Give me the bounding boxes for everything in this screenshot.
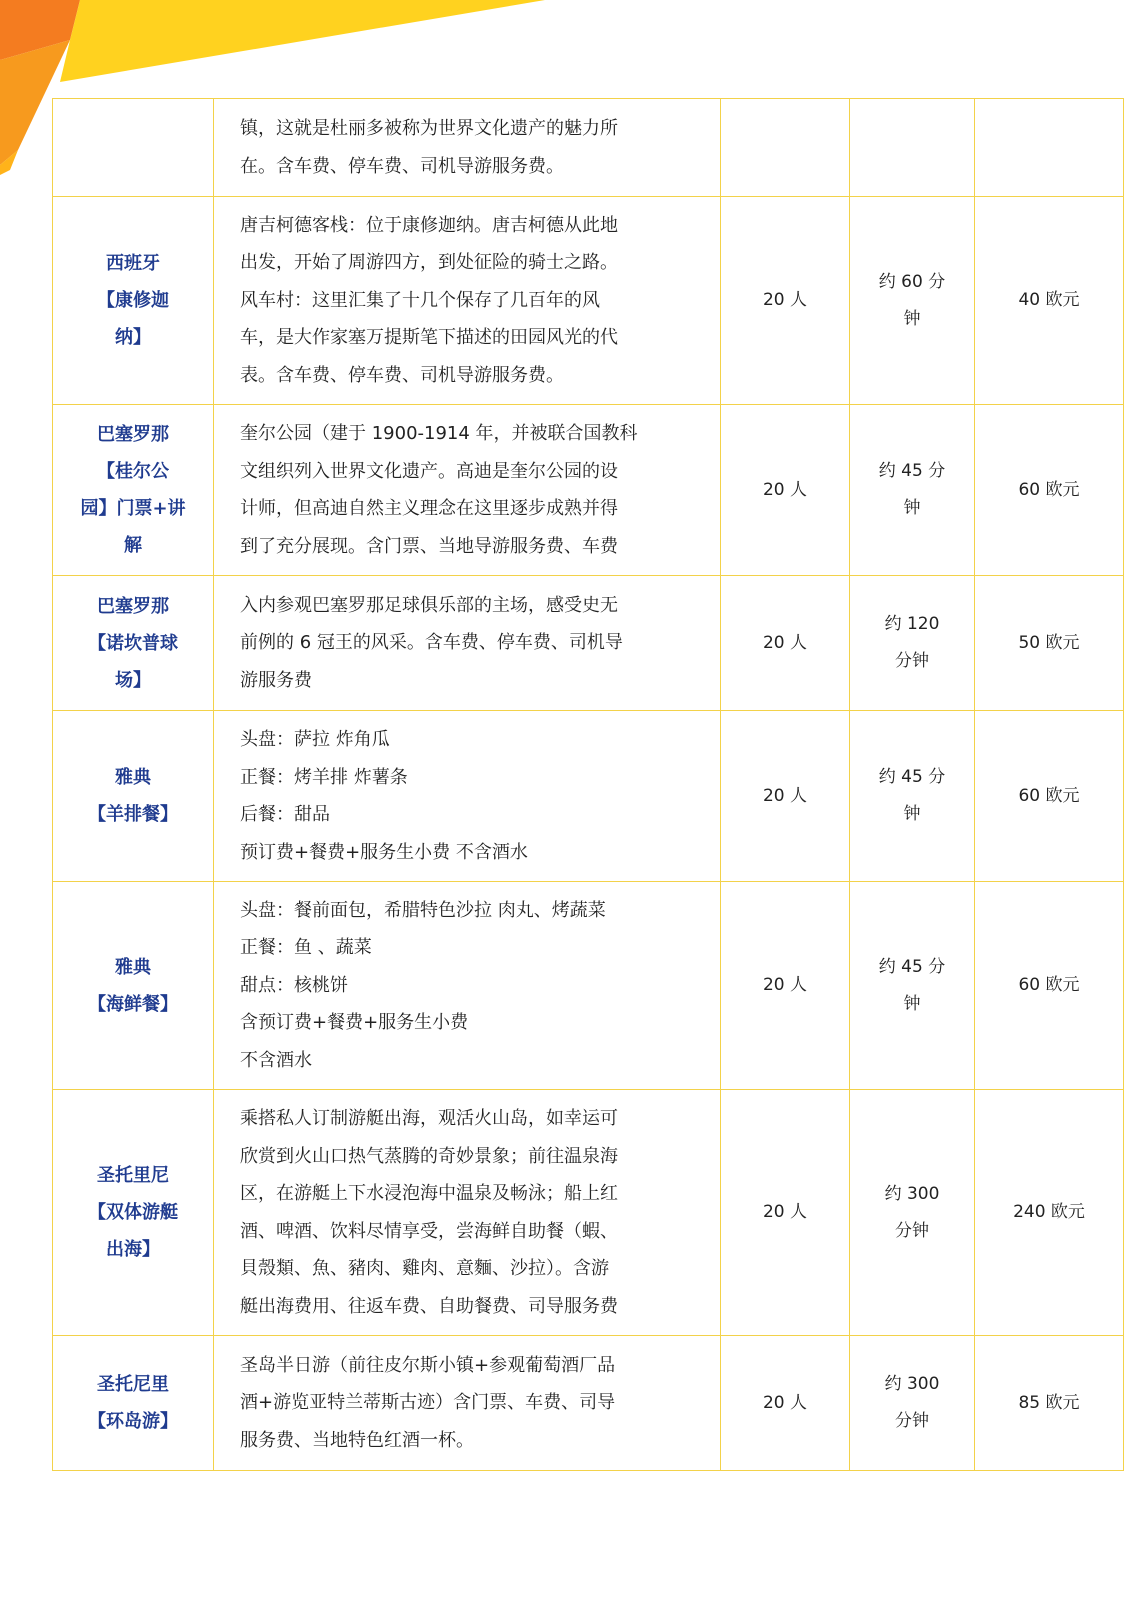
description-line: 圣岛半日游（前往皮尔斯小镇+参观葡萄酒厂品 xyxy=(240,1354,616,1376)
item-name-line: 场】 xyxy=(115,669,151,691)
duration-line: 钟 xyxy=(903,308,921,329)
table-row xyxy=(53,1336,1124,1471)
orange-shard-top xyxy=(0,0,80,60)
item-name-cell xyxy=(53,1090,214,1336)
description-line: 前例的 6 冠王的风采。含车费、停车费、司机导 xyxy=(240,632,623,654)
duration-cell xyxy=(850,711,975,882)
price-cell: 240 欧元 xyxy=(975,1090,1124,1336)
description-line: 车，是大作家塞万提斯笔下描述的田园风光的代 xyxy=(240,327,618,349)
description-line: 入内参观巴塞罗那足球俱乐部的主场，感受史无 xyxy=(240,594,618,616)
price-cell xyxy=(975,99,1124,197)
item-description-cell xyxy=(214,405,721,576)
price-cell: 60 欧元 xyxy=(975,711,1124,882)
item-description-cell xyxy=(214,576,721,711)
item-name-line: 【桂尔公 xyxy=(97,461,169,482)
item-name-line: 【康修迦 xyxy=(97,290,169,311)
description-line: 头盘：萨拉 炸角瓜 xyxy=(240,729,390,750)
duration-line: 约 45 分 xyxy=(878,461,946,481)
item-name-line: 【海鲜餐】 xyxy=(88,993,178,1015)
item-name-cell xyxy=(53,882,214,1090)
duration-cell xyxy=(850,576,975,711)
table-row xyxy=(53,576,1124,711)
item-name-line: 圣托尼里 xyxy=(97,1374,169,1395)
duration-line: 分钟 xyxy=(895,1220,929,1241)
duration-cell xyxy=(850,405,975,576)
table-row xyxy=(53,882,1124,1090)
description-line: 奎尔公园（建于 1900-1914 年，并被联合国教科 xyxy=(240,423,638,444)
item-name-line: 【双体游艇 xyxy=(88,1202,178,1223)
description-line: 在。含车费、停车费、司机导游服务费。 xyxy=(240,155,564,177)
item-name-line: 出海】 xyxy=(106,1239,160,1260)
item-name-line: 园】门票+讲 xyxy=(80,498,186,519)
description-line: 出发，开始了周游四方，到处征险的骑士之路。 xyxy=(240,252,618,274)
duration-cell xyxy=(850,197,975,405)
item-description-cell xyxy=(214,1336,721,1471)
description-line: 文组织列入世界文化遗产。高迪是奎尔公园的设 xyxy=(240,460,618,482)
table-body xyxy=(53,99,1124,1471)
description-line: 含预订费+餐费+服务生小费 xyxy=(240,1012,469,1034)
item-description-cell xyxy=(214,1090,721,1336)
item-name-line: 纳】 xyxy=(115,327,151,348)
item-name-cell xyxy=(53,405,214,576)
group-size-cell xyxy=(721,99,850,197)
duration-line: 钟 xyxy=(903,993,921,1014)
description-line: 貝殼類、魚、豬肉、雞肉、意麵、沙拉）。含游 xyxy=(240,1258,609,1279)
description-line: 镇，这就是杜丽多被称为世界文化遗产的魅力所 xyxy=(240,118,618,139)
description-line: 区，在游艇上下水浸泡海中温泉及畅泳；船上红 xyxy=(240,1183,618,1204)
item-name-line: 雅典 xyxy=(115,956,151,978)
group-size-cell: 20 人 xyxy=(721,882,850,1090)
duration-line: 钟 xyxy=(903,498,921,518)
yellow-shard-small xyxy=(0,150,18,175)
duration-line: 分钟 xyxy=(895,651,929,671)
description-line: 艇出海费用、往返车费、自助餐费、司导服务费 xyxy=(240,1295,618,1317)
duration-line: 约 45 分 xyxy=(878,767,946,787)
duration-line: 约 45 分 xyxy=(878,956,946,977)
duration-line: 约 120 xyxy=(884,614,940,634)
description-line: 头盘：餐前面包，希腊特色沙拉 肉丸、烤蔬菜 xyxy=(240,899,606,921)
description-line: 酒+游览亚特兰蒂斯古迹）含门票、车费、司导 xyxy=(240,1392,616,1414)
group-size-cell: 20 人 xyxy=(721,1090,850,1336)
group-size-cell: 20 人 xyxy=(721,576,850,711)
table-row xyxy=(53,711,1124,882)
description-line: 预订费+餐费+服务生小费 不含酒水 xyxy=(240,841,528,863)
description-line: 风车村：这里汇集了十几个保存了几百年的风 xyxy=(240,289,600,311)
description-line: 正餐：鱼 、蔬菜 xyxy=(240,937,372,959)
tour-price-table xyxy=(52,98,1124,1471)
duration-cell xyxy=(850,1336,975,1471)
price-cell: 50 欧元 xyxy=(975,576,1124,711)
duration-cell xyxy=(850,99,975,197)
group-size-cell: 20 人 xyxy=(721,1336,850,1471)
description-line: 到了充分展现。含门票、当地导游服务费、车费 xyxy=(240,535,618,557)
description-line: 不含酒水 xyxy=(240,1049,312,1071)
price-cell: 85 欧元 xyxy=(975,1336,1124,1471)
item-name-line: 【诺坎普球 xyxy=(88,632,178,654)
duration-line: 约 300 xyxy=(884,1183,940,1204)
item-name-line: 雅典 xyxy=(115,767,151,788)
price-cell: 60 欧元 xyxy=(975,882,1124,1090)
table-row xyxy=(53,1090,1124,1336)
price-cell: 40 欧元 xyxy=(975,197,1124,405)
description-line: 甜点：核桃饼 xyxy=(240,974,348,996)
item-name-line: 西班牙 xyxy=(106,253,160,274)
description-line: 乘搭私人订制游艇出海，观活火山岛，如幸运可 xyxy=(240,1108,618,1129)
item-name-cell xyxy=(53,197,214,405)
item-description-cell xyxy=(214,882,721,1090)
duration-line: 分钟 xyxy=(895,1411,929,1431)
item-name-line: 巴塞罗那 xyxy=(97,424,169,445)
group-size-cell: 20 人 xyxy=(721,405,850,576)
group-size-cell: 20 人 xyxy=(721,197,850,405)
description-line: 后餐：甜品 xyxy=(240,804,330,825)
description-line: 服务费、当地特色红酒一杯。 xyxy=(240,1429,474,1451)
duration-cell xyxy=(850,882,975,1090)
item-description-cell xyxy=(214,99,721,197)
price-cell: 60 欧元 xyxy=(975,405,1124,576)
description-line: 唐吉柯德客栈：位于康修迦纳。唐吉柯德从此地 xyxy=(240,214,618,236)
table-row xyxy=(53,405,1124,576)
duration-cell xyxy=(850,1090,975,1336)
duration-line: 约 300 xyxy=(884,1374,940,1394)
item-description-cell xyxy=(214,711,721,882)
item-name-line: 解 xyxy=(124,535,142,556)
description-line: 计师，但高迪自然主义理念在这里逐步成熟并得 xyxy=(240,498,618,519)
item-name-line: 【环岛游】 xyxy=(88,1411,178,1432)
item-name-cell xyxy=(53,576,214,711)
description-line: 正餐：烤羊排 炸薯条 xyxy=(240,766,408,788)
description-line: 游服务费 xyxy=(240,669,312,691)
description-line: 酒、啤酒、饮料尽情享受，尝海鲜自助餐（蝦、 xyxy=(240,1220,618,1242)
item-name-line: 巴塞罗那 xyxy=(97,595,169,617)
yellow-stripe xyxy=(60,0,545,82)
item-name-cell xyxy=(53,99,214,197)
item-name-line: 圣托里尼 xyxy=(97,1165,169,1186)
table-row xyxy=(53,99,1124,197)
item-name-cell xyxy=(53,711,214,882)
table-row xyxy=(53,197,1124,405)
item-name-cell xyxy=(53,1336,214,1471)
group-size-cell: 20 人 xyxy=(721,711,850,882)
description-line: 表。含车费、停车费、司机导游服务费。 xyxy=(240,364,564,386)
description-line: 欣赏到火山口热气蒸腾的奇妙景象；前往温泉海 xyxy=(240,1145,618,1167)
item-name-line: 【羊排餐】 xyxy=(88,804,178,825)
duration-line: 钟 xyxy=(903,804,921,824)
duration-line: 约 60 分 xyxy=(878,271,946,292)
item-description-cell xyxy=(214,197,721,405)
